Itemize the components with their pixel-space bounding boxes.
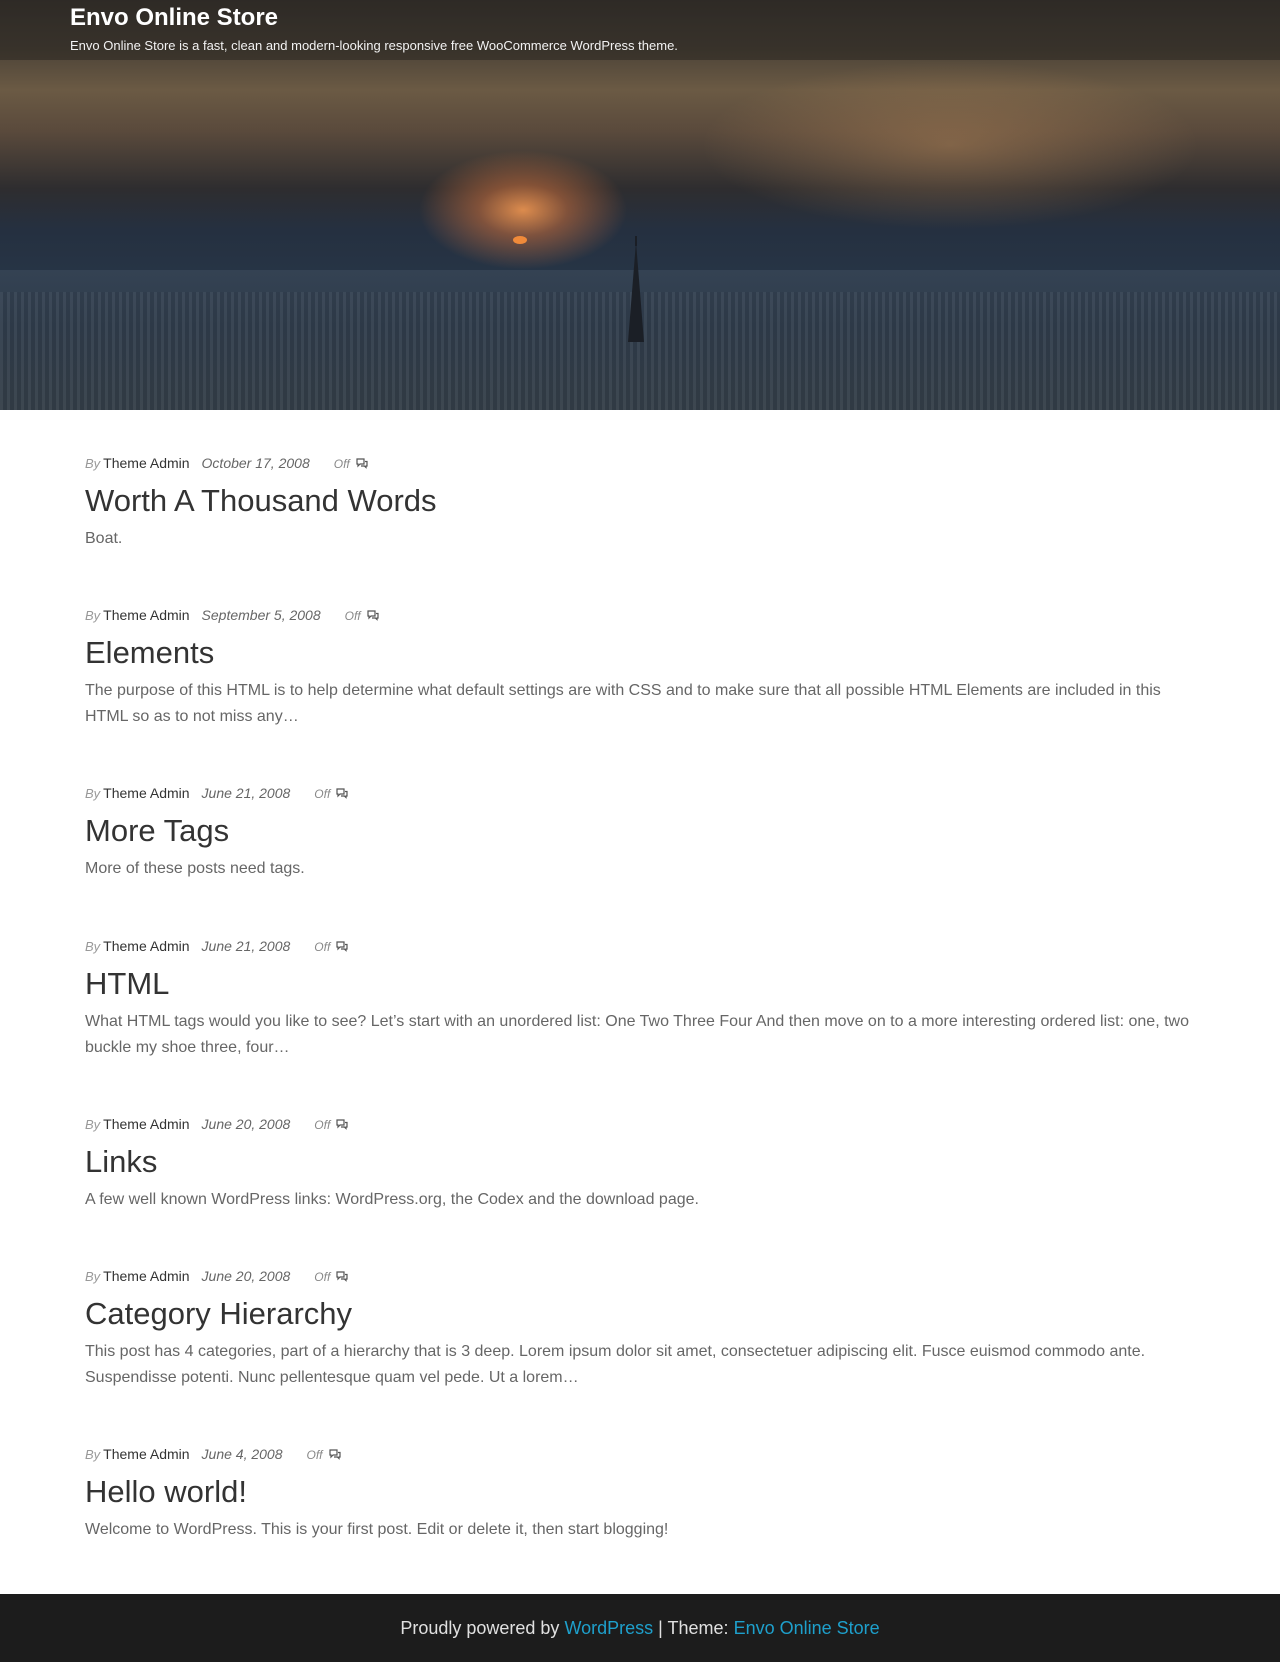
sunset-glow	[418, 150, 628, 270]
post-date[interactable]: June 21, 2008	[201, 785, 291, 801]
post-excerpt: Welcome to WordPress. This is your first post. Edit or delete it, then start blogging!	[85, 1521, 669, 1538]
post-excerpt: More of these posts need tags.	[85, 860, 305, 877]
post-date[interactable]: June 20, 2008	[201, 1268, 291, 1284]
by-label: By	[85, 608, 101, 623]
comment-icon	[367, 607, 379, 625]
post-title-link[interactable]: More Tags	[85, 813, 230, 848]
post-excerpt: This post has 4 categories, part of a hierarchy that is 3 deep. Lorem ipsum dolor sit amet, consectetuer adipiscing elit. Fusce euismod commodo ante. Suspendisse potenti. Nunc pellentesque quam vel pede. Ut a lorem…	[85, 1343, 1146, 1386]
sky-glow	[700, 60, 1200, 230]
comment-icon	[336, 1268, 348, 1286]
post-date[interactable]: September 5, 2008	[201, 607, 321, 623]
comments-status: Off	[306, 1448, 323, 1462]
author-link[interactable]: Theme Admin	[103, 455, 190, 471]
comment-icon	[336, 785, 348, 803]
post-item	[85, 1115, 1195, 1213]
comments-status: Off	[333, 457, 350, 471]
site-title[interactable]: Envo Online Store	[70, 4, 279, 31]
post-item	[85, 606, 1195, 730]
post-meta	[85, 454, 1195, 472]
post-item	[85, 937, 1195, 1061]
site-branding-bar	[0, 0, 1280, 60]
author-link[interactable]: Theme Admin	[103, 607, 190, 623]
post-meta	[85, 1267, 1195, 1285]
post-title-link[interactable]: Links	[85, 1144, 158, 1179]
site-footer	[0, 1594, 1280, 1662]
post-date[interactable]: June 4, 2008	[201, 1446, 283, 1462]
post-title-link[interactable]: Category Hierarchy	[85, 1296, 353, 1331]
post-date[interactable]: June 20, 2008	[201, 1116, 291, 1132]
post-meta	[85, 937, 1195, 955]
powered-by-text: Proudly powered by	[400, 1618, 560, 1638]
comments-status: Off	[314, 1118, 331, 1132]
comment-icon	[356, 455, 368, 473]
comments-status: Off	[344, 609, 361, 623]
comment-icon	[336, 938, 348, 956]
wordpress-link[interactable]: WordPress	[564, 1618, 654, 1638]
comments-status: Off	[314, 1270, 331, 1284]
by-label: By	[85, 1117, 101, 1132]
post-date[interactable]: October 17, 2008	[201, 455, 310, 471]
eiffel-tower	[628, 242, 644, 342]
post-item	[85, 784, 1195, 882]
comments-status: Off	[314, 940, 331, 954]
post-meta	[85, 1115, 1195, 1133]
by-label: By	[85, 1447, 101, 1462]
author-link[interactable]: Theme Admin	[103, 1116, 190, 1132]
post-excerpt: What HTML tags would you like to see? Let’s start with an unordered list: One Two Three Four And then move on to a more interesting ordered list: one, two buckle my shoe three, four…	[85, 1013, 1189, 1056]
post-meta	[85, 784, 1195, 802]
post-title-link[interactable]: Worth A Thousand Words	[85, 483, 437, 518]
post-title-link[interactable]: Hello world!	[85, 1474, 247, 1509]
post-title-link[interactable]: HTML	[85, 966, 170, 1001]
post-excerpt: The purpose of this HTML is to help determine what default settings are with CSS and to make sure that all possible HTML Elements are included in this HTML so as to not miss any…	[85, 682, 1161, 725]
author-link[interactable]: Theme Admin	[103, 938, 190, 954]
post-excerpt: A few well known WordPress links: WordPress.org, the Codex and the download page.	[85, 1191, 699, 1208]
sun	[513, 236, 527, 244]
author-link[interactable]: Theme Admin	[103, 785, 190, 801]
by-label: By	[85, 1269, 101, 1284]
comments-status: Off	[314, 787, 331, 801]
post-excerpt: Boat.	[85, 530, 123, 547]
post-title-link[interactable]: Elements	[85, 635, 215, 670]
theme-separator: | Theme:	[658, 1618, 729, 1638]
author-link[interactable]: Theme Admin	[103, 1268, 190, 1284]
post-item	[85, 1267, 1195, 1391]
theme-link[interactable]: Envo Online Store	[733, 1618, 880, 1638]
by-label: By	[85, 939, 101, 954]
post-meta	[85, 606, 1195, 624]
comment-icon	[336, 1116, 348, 1134]
post-date[interactable]: June 21, 2008	[201, 938, 291, 954]
hero-header	[0, 0, 1280, 410]
post-item	[85, 1445, 1195, 1543]
comment-icon	[329, 1446, 341, 1464]
by-label: By	[85, 786, 101, 801]
post-item	[85, 454, 1195, 552]
author-link[interactable]: Theme Admin	[103, 1446, 190, 1462]
site-description: Envo Online Store is a fast, clean and modern-looking responsive free WooCommerce WordPress theme.	[70, 38, 678, 53]
post-meta	[85, 1445, 1195, 1463]
by-label: By	[85, 456, 101, 471]
